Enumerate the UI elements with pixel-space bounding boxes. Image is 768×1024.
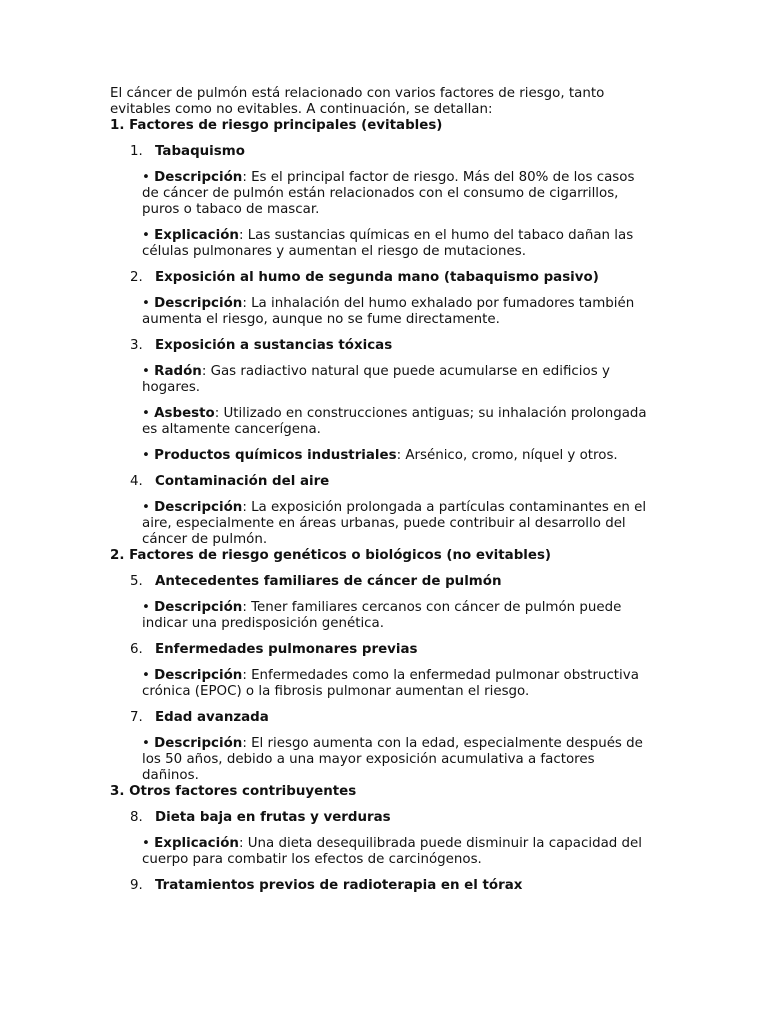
list-item-title: Contaminación del aire bbox=[155, 474, 330, 489]
bullet-point bbox=[142, 448, 655, 464]
bullet-icon: • bbox=[142, 170, 155, 185]
list-item-number: 2. bbox=[130, 270, 143, 285]
list-item bbox=[130, 574, 655, 590]
list-item-title: Tabaquismo bbox=[155, 144, 245, 159]
bullet-icon: • bbox=[142, 836, 155, 851]
bullet-point bbox=[142, 406, 655, 438]
bullet-text: : Enfermedades como la enfermedad pulmonar obstructiva crónica (EPOC) o la fibrosis pulmonar aumentan el riesgo. bbox=[142, 668, 639, 699]
list-item bbox=[130, 878, 655, 894]
list-item-title: Edad avanzada bbox=[155, 710, 269, 725]
intro-paragraph: El cáncer de pulmón está relacionado con varios factores de riesgo, tanto evitables como no evitables. A continuación, se detallan: bbox=[110, 86, 605, 117]
bullet-term: Productos químicos industriales bbox=[154, 448, 397, 463]
list-item-number: 5. bbox=[130, 574, 143, 589]
list-item-title: Exposición al humo de segunda mano (tabaquismo pasivo) bbox=[155, 270, 599, 285]
list-item-title: Exposición a sustancias tóxicas bbox=[155, 338, 393, 353]
list-item bbox=[130, 270, 655, 286]
bullet-text: : Una dieta desequilibrada puede disminuir la capacidad del cuerpo para combatir los efectos de carcinógenos. bbox=[142, 836, 643, 867]
bullet-point bbox=[142, 736, 655, 784]
bullet-icon: • bbox=[142, 600, 155, 615]
bullet-icon: • bbox=[142, 668, 155, 683]
bullet-point bbox=[142, 668, 655, 700]
bullet-text: : La exposición prolongada a partículas contaminantes en el aire, especialmente en áreas urbanas, puede contribuir al desarrollo del cáncer de pulmón. bbox=[142, 500, 647, 547]
bullet-point bbox=[142, 364, 655, 396]
list-item-number: 9. bbox=[130, 878, 143, 893]
list-item-number: 1. bbox=[130, 144, 143, 159]
list-item bbox=[130, 338, 655, 354]
list-item-title: Tratamientos previos de radioterapia en el tórax bbox=[155, 878, 523, 893]
bullet-point bbox=[142, 836, 655, 868]
list-item-number: 7. bbox=[130, 710, 143, 725]
bullet-text: : Es el principal factor de riesgo. Más del 80% de los casos de cáncer de pulmón están relacionados con el consumo de cigarrillos, puros o tabaco de mascar. bbox=[142, 170, 635, 217]
bullet-text: : La inhalación del humo exhalado por fumadores también aumenta el riesgo, aunque no se fume directamente. bbox=[142, 296, 635, 327]
list-item-title: Antecedentes familiares de cáncer de pulmón bbox=[155, 574, 502, 589]
bullet-text: : El riesgo aumenta con la edad, especialmente después de los 50 años, debido a una mayor exposición acumulativa a factores dañinos. bbox=[142, 736, 643, 783]
bullet-term: Descripción bbox=[154, 296, 243, 311]
list-item-number: 8. bbox=[130, 810, 143, 825]
bullet-icon: • bbox=[142, 364, 155, 379]
bullet-icon: • bbox=[142, 448, 155, 463]
bullet-icon: • bbox=[142, 296, 155, 311]
bullet-term: Descripción bbox=[154, 500, 243, 515]
section-heading: 2. Factores de riesgo genéticos o biológicos (no evitables) bbox=[110, 548, 552, 563]
bullet-point bbox=[142, 296, 655, 328]
bullet-term: Descripción bbox=[154, 668, 243, 683]
list-item-title: Enfermedades pulmonares previas bbox=[155, 642, 418, 657]
bullet-text: : Utilizado en construcciones antiguas; su inhalación prolongada es altamente cancerígena. bbox=[142, 406, 647, 437]
bullet-text: : Arsénico, cromo, níquel y otros. bbox=[396, 448, 618, 463]
bullet-point bbox=[142, 500, 655, 548]
bullet-icon: • bbox=[142, 736, 155, 751]
list-item bbox=[130, 144, 655, 160]
bullet-text: : Gas radiactivo natural que puede acumularse en edificios y hogares. bbox=[142, 364, 610, 395]
bullet-term: Asbesto bbox=[154, 406, 215, 421]
list-item bbox=[130, 710, 655, 726]
section-heading: 1. Factores de riesgo principales (evitables) bbox=[110, 118, 443, 133]
bullet-icon: • bbox=[142, 406, 155, 421]
list-item-number: 3. bbox=[130, 338, 143, 353]
bullet-text: : Tener familiares cercanos con cáncer de pulmón puede indicar una predisposición genética. bbox=[142, 600, 622, 631]
bullet-term: Descripción bbox=[154, 736, 243, 751]
bullet-point bbox=[142, 228, 655, 260]
bullet-icon: • bbox=[142, 500, 155, 515]
bullet-icon: • bbox=[142, 228, 155, 243]
bullet-term: Explicación bbox=[154, 836, 239, 851]
document-page bbox=[110, 86, 655, 894]
bullet-term: Explicación bbox=[154, 228, 239, 243]
bullet-term: Descripción bbox=[154, 600, 243, 615]
bullet-point bbox=[142, 170, 655, 218]
bullet-point bbox=[142, 600, 655, 632]
list-item-title: Dieta baja en frutas y verduras bbox=[155, 810, 391, 825]
list-item bbox=[130, 642, 655, 658]
bullet-text: : Las sustancias químicas en el humo del tabaco dañan las células pulmonares y aumentan el riesgo de mutaciones. bbox=[142, 228, 634, 259]
list-item-number: 6. bbox=[130, 642, 143, 657]
bullet-term: Radón bbox=[154, 364, 202, 379]
list-item bbox=[130, 810, 655, 826]
list-item-number: 4. bbox=[130, 474, 143, 489]
bullet-term: Descripción bbox=[154, 170, 243, 185]
list-item bbox=[130, 474, 655, 490]
section-heading: 3. Otros factores contribuyentes bbox=[110, 784, 357, 799]
sections-container bbox=[110, 118, 655, 894]
